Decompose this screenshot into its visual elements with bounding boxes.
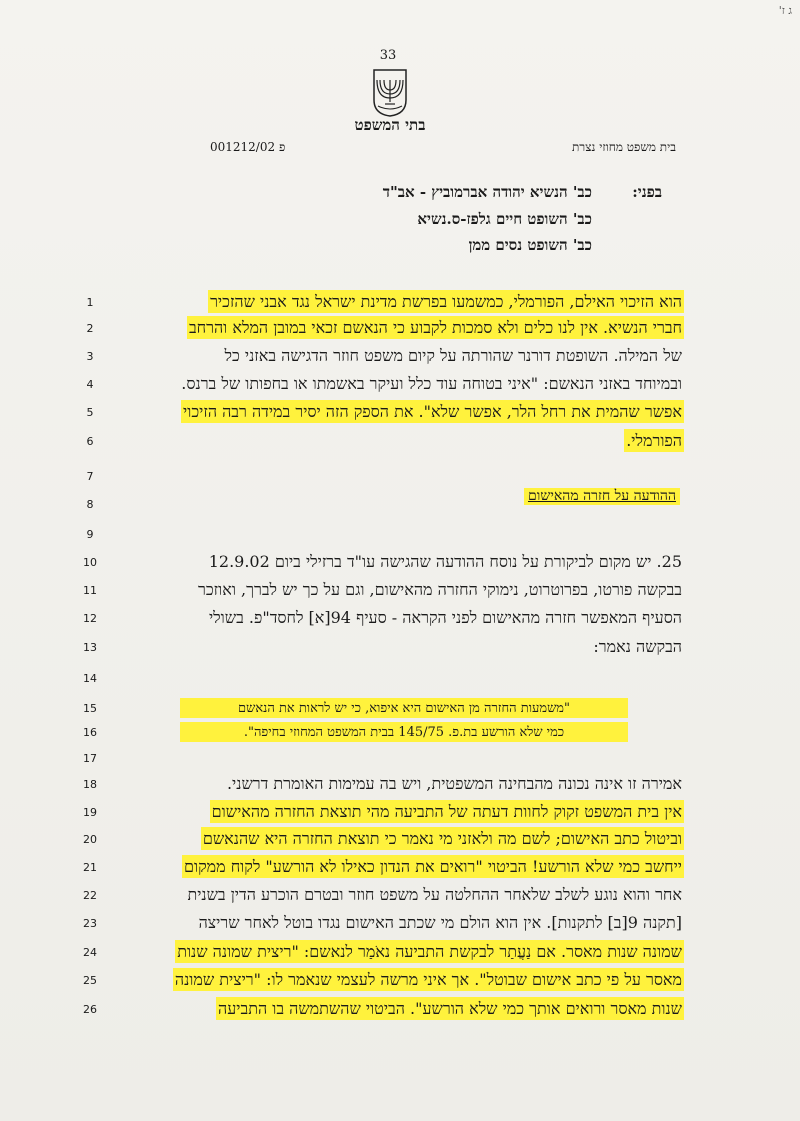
text-line: הוא הזיכוי האילם, הפורמלי, כמשמעו בפרשת מדינת ישראל נגד אבני שהזכיר bbox=[210, 292, 682, 311]
page-number: 33 bbox=[379, 48, 397, 63]
text-line: אין בית המשפט זקוק לחוות דעתה של התביעה מהי תוצאת החזרה מהאישום bbox=[211, 802, 682, 821]
text-line: הבקשה נאמר: bbox=[593, 637, 682, 656]
text-line: מאסר על פי כתב אישום שבוטל". אך איני מרשה לעצמי שנאמר לו: "ריצית שמונה bbox=[174, 970, 682, 989]
line-number: 12 bbox=[83, 612, 97, 625]
line-number: 2 bbox=[86, 322, 94, 335]
text-line: אחר והוא נוגע לשלב שלאחר ההחלטה על משפט חוזר ובטרם הוכרע הדין בשנית bbox=[187, 885, 682, 904]
line-number: 26 bbox=[83, 1003, 97, 1016]
line-number: 7 bbox=[86, 470, 94, 483]
section-heading: ההודעה על חזרה מהאישום bbox=[524, 488, 680, 505]
judge-3: כב' השופט נסים ממן bbox=[468, 236, 592, 254]
menorah-emblem-icon bbox=[368, 66, 412, 118]
line-number: 14 bbox=[83, 672, 97, 685]
text-line: הפורמלי. bbox=[626, 431, 682, 450]
text-line: בבקשה פורטו, בפרוטרוט, נימוקי החזרה מהאישום, וגם על כך יש לברך, ואוזכר bbox=[198, 580, 682, 599]
line-number: 20 bbox=[83, 833, 97, 846]
text-line: חברי הנשיא. אין לנו כלים ולא סמכות לקבוע כי הנאשם זכאי במובן המלא והרחב bbox=[188, 318, 682, 337]
line-number: 9 bbox=[86, 528, 94, 541]
text-line: 25. יש מקום לביקורת על נוסח ההודעה שהגישה עו"ד ברזילי ביום 12.9.02 bbox=[208, 552, 682, 571]
line-number: 11 bbox=[83, 584, 97, 597]
judge-1: כב' הנשיא יהודה אברמוביץ - אב"ד bbox=[382, 183, 592, 201]
line-number: 10 bbox=[83, 556, 97, 569]
text-line: שמונה שנות מאסר. אם נַעֲתַר לבקשת התביעה נאֹמַר לנאשם: "ריצית שמונה שנות bbox=[177, 942, 682, 961]
text-line: ובמיוחד באזני הנאשם: "איני בטוחה עוד כלל ועיקר באשמתו או בחפותו של ברנס. bbox=[181, 374, 682, 393]
line-number: 22 bbox=[83, 889, 97, 902]
text-line: הסעיף המאפשר חזרה מהאישום לפני הקראה - סעיף 94[א] לחסד"פ. בשולי bbox=[208, 608, 682, 627]
text-line: [תקנה 9[ב] לתקנות]. אין הוא הולם מי שכתב האישום נגדו בוטל לאחר שריצה bbox=[198, 913, 682, 932]
line-number: 18 bbox=[83, 778, 97, 791]
line-number: 23 bbox=[83, 917, 97, 930]
line-number: 1 bbox=[86, 296, 94, 309]
line-number: 5 bbox=[86, 406, 94, 419]
case-number: פ 001212/02 bbox=[210, 140, 286, 154]
line-number: 21 bbox=[83, 861, 97, 874]
text-line: אמירה זו אינה נכונה מהבחינה המשפטית, ויש בה עמימות האומרת דרשני. bbox=[226, 774, 682, 793]
line-number: 16 bbox=[83, 726, 97, 739]
text-line: וביטול כתב האישום; לשם מה ולאזני מי נאמר כי תוצאת החזרה היא שהנאשם bbox=[202, 829, 682, 848]
line-number: 15 bbox=[83, 702, 97, 715]
judges-label: בפני: bbox=[632, 183, 662, 201]
text-line: ייחשב כמי שלא הורשע! הביטוי "רואים את הנדון כאילו לא הורשע" לקוח ממקום bbox=[184, 857, 682, 876]
line-number: 4 bbox=[86, 378, 94, 391]
text-line: אפשר שהמית את רחל הלר, אפשר שלא". את הספק הזה יסיר במידה רבה הזיכוי bbox=[183, 402, 682, 421]
text-line: של המילה. השופטת דורנר שהורתה על קיום משפט חוזר הדגישה באזני כל bbox=[224, 346, 682, 365]
line-number: 6 bbox=[86, 435, 94, 448]
court-name: בית משפט מחוזי נצרת bbox=[571, 140, 676, 154]
courts-title: בתי המשפט bbox=[354, 116, 426, 134]
corner-mark: ג ז' bbox=[778, 4, 792, 17]
line-number: 17 bbox=[83, 752, 97, 765]
line-number: 13 bbox=[83, 641, 97, 654]
line-number: 24 bbox=[83, 946, 97, 959]
text-line: שנות מאסר ורואים אותך כמי שלא הורשע". הביטוי שהשתמשה בו התביעה bbox=[218, 999, 682, 1018]
quote-line: כמי שלא הורשע בת.פ. 145/75 בבית המשפט המחוזי בחיפה". bbox=[180, 722, 628, 742]
line-number: 8 bbox=[86, 498, 94, 511]
line-number: 3 bbox=[86, 350, 94, 363]
quote-line: "משמעות החזרה מן האישום היא איפוא, כי יש לראות את הנאשם bbox=[180, 698, 628, 718]
judge-2: כב' השופט חיים גלפז-ס.נשיא bbox=[417, 210, 592, 228]
line-number: 19 bbox=[83, 806, 97, 819]
line-number: 25 bbox=[83, 974, 97, 987]
